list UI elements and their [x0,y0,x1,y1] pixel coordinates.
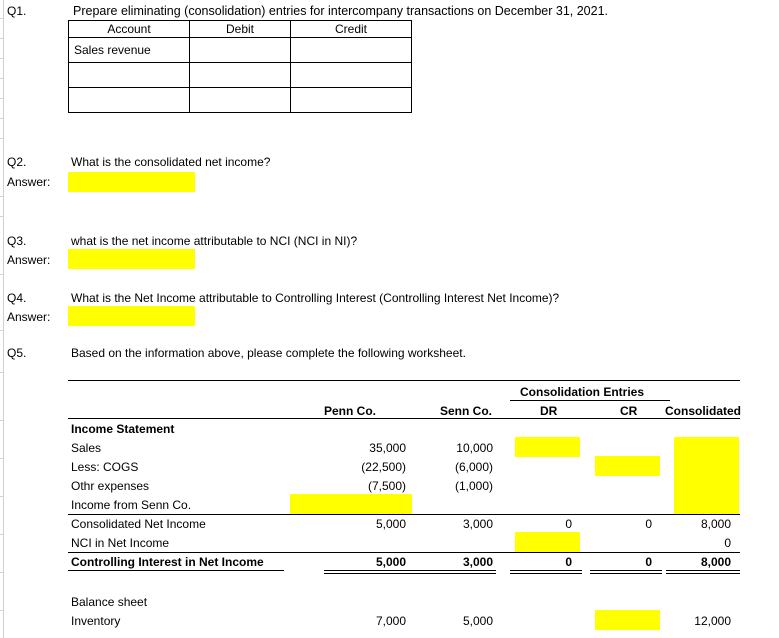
row-gutter-tick [0,216,4,217]
penn-other-expenses: (7,500) [367,479,406,493]
row-label-controlling-interest: Controlling Interest in Net Income [71,555,264,569]
debit-cell[interactable] [190,38,291,63]
q2-answer-label: Answer: [7,175,51,189]
row-gutter-tick [0,274,4,275]
nci-dr-input[interactable] [515,532,580,552]
q4-label: Q4. [7,291,27,305]
debit-cell[interactable] [190,63,291,88]
q3-answer-field[interactable] [68,249,195,269]
cr-total-double-rule [590,570,662,571]
consolidated-nci-value: 0 [724,536,731,550]
row-gutter-tick [0,78,4,79]
account-cell[interactable]: Sales revenue [69,38,190,63]
table-row [69,88,412,113]
total-top-rule [68,552,740,553]
dr-consolidated-ni: 0 [565,517,572,531]
senn-sales: 10,000 [456,441,493,455]
sales-dr-input[interactable] [515,437,580,457]
row-label-sales: Sales [71,441,102,455]
penn-cogs: (22,500) [361,460,406,474]
dr-controlling-ni: 0 [565,555,572,569]
penn-controlling-ni: 5,000 [375,555,406,569]
senn-other-expenses: (1,000) [454,479,493,493]
row-gutter-tick [0,372,4,373]
penn-inventory: 7,000 [375,614,406,628]
q2-answer-field[interactable] [68,172,195,192]
header-debit: Debit [190,21,291,38]
consolidation-entries-rule [510,400,670,401]
penn-sales: 35,000 [369,441,406,455]
table-row [69,38,412,63]
row-label-inventory: Inventory [71,614,121,628]
consolidation-entries-header: Consolidation Entries [520,385,645,399]
total-label-underline [68,570,284,571]
dr-total-double-rule [510,570,582,571]
cr-consolidated-ni: 0 [645,517,652,531]
col-senn-header: Senn Co. [440,404,493,418]
col-penn-header: Penn Co. [324,404,377,418]
penn-total-double-rule-2 [324,573,410,574]
row-gutter-tick [0,420,4,421]
q4-answer-field[interactable] [68,306,195,326]
subtotal-rule [68,514,740,515]
row-gutter-tick [0,458,4,459]
row-gutter-tick [0,534,4,535]
q5-label: Q5. [7,346,27,360]
q2-question: What is the consolidated net income? [71,155,271,169]
row-gutter-tick [0,610,4,611]
row-label-income-from-senn: Income from Senn Co. [71,498,192,512]
col-dr-header: DR [540,404,558,418]
consolidated-controlling-ni-value: 8,000 [700,555,731,569]
row-gutter-tick [0,330,4,331]
q1-label: Q1. [7,4,27,18]
q2-label: Q2. [7,155,27,169]
q3-answer-label: Answer: [7,253,51,267]
row-gutter-tick [0,196,4,197]
elimination-table-header-row [69,21,412,38]
senn-controlling-ni: 3,000 [462,555,493,569]
income-statement-title: Income Statement [71,422,175,436]
row-gutter-tick [0,572,4,573]
col-cr-header: CR [620,404,638,418]
cr-controlling-ni: 0 [645,555,652,569]
row-gutter-tick [0,138,4,139]
row-gutter-tick [0,98,4,99]
consolidated-net-income-value: 8,000 [700,517,731,531]
q1-question: Prepare eliminating (consolidation) entries for intercompany transactions on December 31, 2021. [73,4,609,18]
elimination-entries-table [68,20,412,113]
row-label-cogs: Less: COGS [71,460,139,474]
income-from-senn-penn-input[interactable] [290,494,412,514]
credit-cell[interactable] [291,38,412,63]
row-gutter-tick [0,18,4,19]
q4-answer-label: Answer: [7,310,51,324]
senn-consolidated-ni: 3,000 [462,517,493,531]
q5-question: Based on the information above, please complete the following worksheet. [71,346,466,360]
q3-label: Q3. [7,234,27,248]
credit-cell[interactable] [291,88,412,113]
row-label-nci: NCI in Net Income [71,536,170,550]
cogs-cr-input[interactable] [595,456,660,476]
row-gutter-tick [0,496,4,497]
header-account: Account [69,21,190,38]
senn-cogs: (6,000) [454,460,493,474]
debit-cell[interactable] [190,88,291,113]
balance-sheet-title: Balance sheet [71,595,148,609]
consolidated-input-block[interactable] [674,437,739,514]
worksheet-top-rule [68,380,740,381]
account-cell[interactable] [69,63,190,88]
row-gutter-tick [0,58,4,59]
worksheet-header-rule [68,418,740,419]
senn-total-double-rule [410,570,496,571]
q4-question: What is the Net Income attributable to Controlling Interest (Controlling Interest Net Income)? [71,291,560,305]
row-gutter-tick [0,38,4,39]
penn-consolidated-ni: 5,000 [375,517,406,531]
consolidated-total-double-rule-2 [666,573,740,574]
penn-total-double-rule [324,570,410,571]
account-cell[interactable] [69,88,190,113]
col-consolidated-header: Consolidated [665,404,742,418]
header-credit: Credit [291,21,412,38]
credit-cell[interactable] [291,63,412,88]
row-label-consolidated-net-income: Consolidated Net Income [71,517,206,531]
dr-total-double-rule-2 [510,573,582,574]
cr-total-double-rule-2 [590,573,662,574]
row-gutter-line [3,0,4,638]
row-label-other-expenses: Othr expenses [71,479,150,493]
consolidated-total-double-rule [666,570,740,571]
senn-inventory: 5,000 [462,614,493,628]
table-row [69,63,412,88]
consolidated-inventory: 12,000 [694,614,731,628]
q3-question: what is the net income attributable to NCI (NCI in NI)? [71,234,358,248]
row-gutter-tick [0,118,4,119]
senn-total-double-rule-2 [410,573,496,574]
